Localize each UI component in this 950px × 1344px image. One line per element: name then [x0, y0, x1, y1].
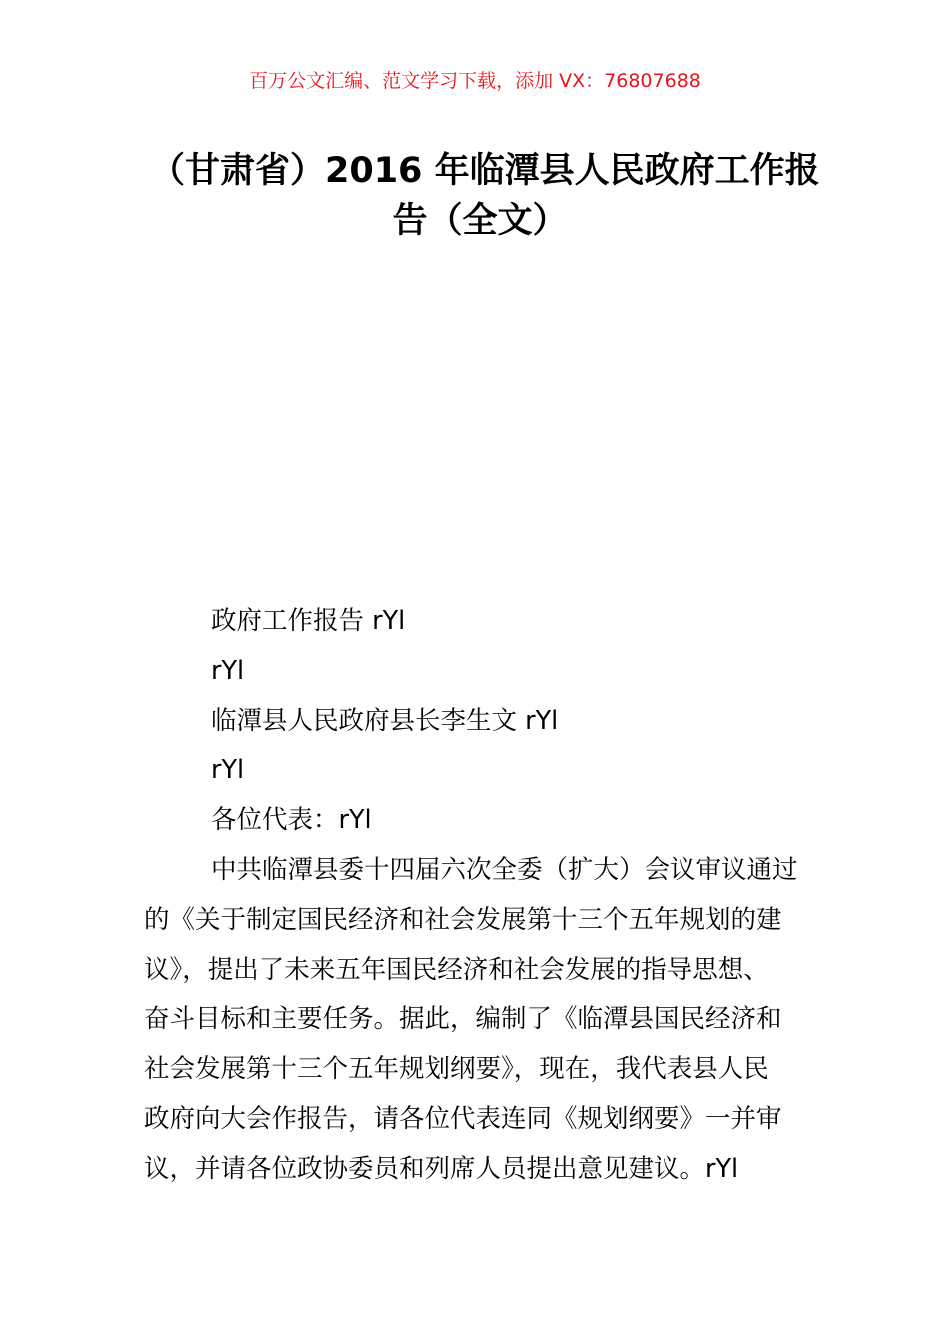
body-line: rYl	[211, 755, 245, 786]
watermark-header: 百万公文汇编、范文学习下载，添加 VX：76807688	[249, 70, 701, 92]
body-line: 临潭县人民政府县长李生文 rYl	[211, 705, 559, 736]
body-line: 中共临潭县委十四届六次全委（扩大）会议审议通过	[211, 854, 798, 885]
body-line: 议，并请各位政协委员和列席人员提出意见建议。rYl	[144, 1153, 739, 1184]
document-body	[144, 597, 814, 1195]
body-line: rYl	[211, 655, 245, 686]
title-line-1: （甘肃省）2016 年临潭县人民政府工作报	[150, 151, 820, 191]
title-line-2: 告（全文）	[392, 201, 568, 241]
body-line: 议》，提出了未来五年国民经济和社会发展的指导思想、	[144, 954, 769, 985]
document-title	[150, 146, 820, 246]
body-line: 奋斗目标和主要任务。据此，编制了《临潭县国民经济和	[144, 1004, 782, 1035]
body-line: 政府工作报告 rYl	[211, 606, 406, 636]
body-line: 政府向大会作报告，请各位代表连同《规划纲要》一并审	[144, 1103, 782, 1134]
body-line: 社会发展第十三个五年规划纲要》，现在，我代表县人民	[144, 1054, 769, 1085]
body-line: 各位代表：rYl	[211, 805, 372, 836]
body-line: 的《关于制定国民经济和社会发展第十三个五年规划的建	[144, 904, 782, 935]
